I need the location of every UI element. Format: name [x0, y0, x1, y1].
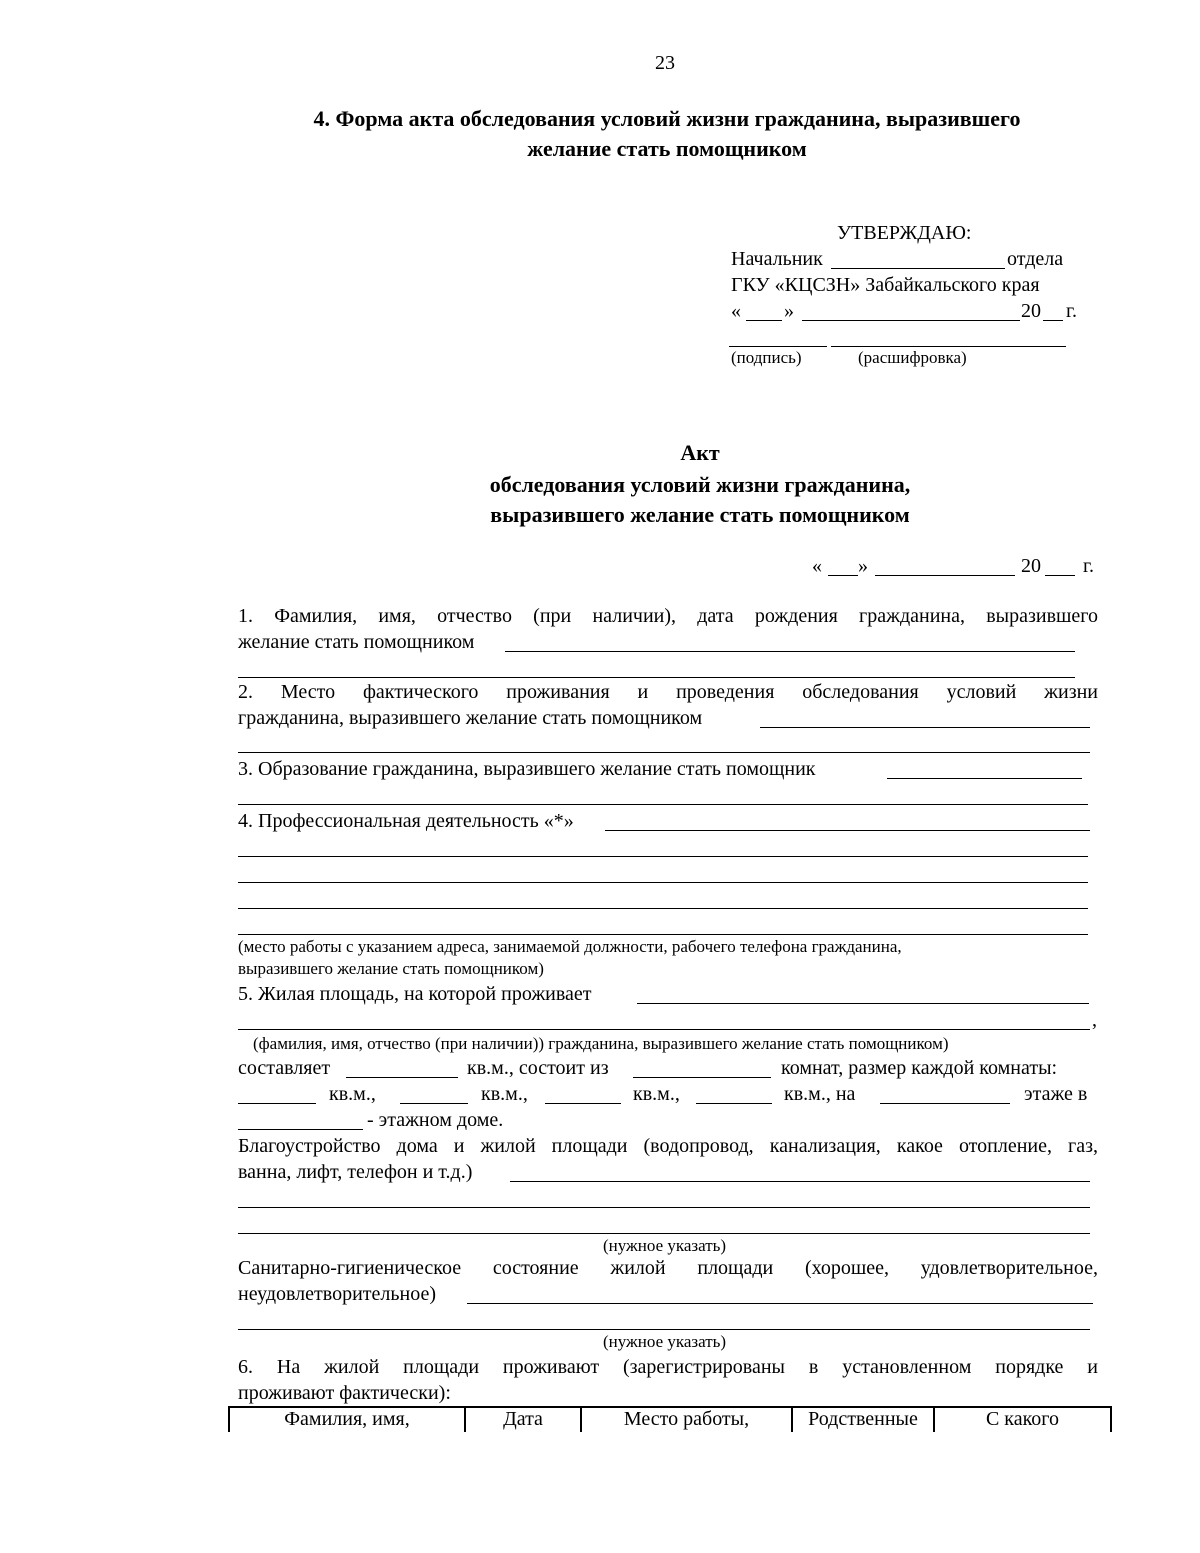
sanitary-blank	[467, 1303, 1093, 1304]
sanitary-line-1: Санитарно-гигиеническое состояние жилой площади (хорошее, удовлетворительное,	[238, 1257, 1098, 1279]
area-word-3: комнат, размер каждой комнаты:	[781, 1057, 1058, 1079]
item-4-text: 4. Профессиональная деятельность «*»	[238, 810, 574, 832]
approve-month-blank	[802, 320, 1020, 321]
item-1-blank-2	[238, 677, 1075, 678]
approve-head-label: Начальник	[731, 248, 823, 270]
rooms-count-blank	[633, 1077, 771, 1078]
item-4-note-line-1: (место работы с указанием адреса, занимаемой должности, рабочего телефона гражданина,	[238, 937, 902, 956]
table-header-row	[229, 1407, 1111, 1432]
approve-heading: УТВЕРЖДАЮ:	[837, 222, 972, 244]
item-4-blank	[605, 830, 1090, 831]
act-year-prefix: 20	[1021, 555, 1041, 577]
item-2-blank	[760, 727, 1090, 728]
act-subtitle-line-1: обследования условий жизни гражданина,	[489, 472, 911, 497]
room-2-blank	[400, 1103, 468, 1104]
item-3-blank	[887, 778, 1082, 779]
act-title: Акт	[680, 440, 720, 465]
amenities-blank-3	[238, 1233, 1090, 1234]
act-subtitle-line-2: выразившего желание стать помощником	[490, 502, 910, 527]
item-4-blank-4	[238, 908, 1088, 909]
room-4-blank	[696, 1103, 772, 1104]
room-1-unit: кв.м.,	[329, 1083, 376, 1105]
item-4-blank-2	[238, 856, 1088, 857]
approve-day-blank	[746, 320, 782, 321]
item-6-line-1: 6. На жилой площади проживают (зарегистрированы в установленном порядке и	[238, 1356, 1098, 1378]
section-title-line-1: 4. Форма акта обследования условий жизни гражданина, выразившего	[313, 106, 1021, 131]
act-month-blank	[875, 575, 1015, 576]
item-3-blank-2	[238, 804, 1088, 805]
act-year-blank	[1045, 575, 1075, 576]
sanitary-blank-2	[238, 1329, 1090, 1330]
item-5-comma: ,	[1092, 1009, 1097, 1031]
amenities-note: (нужное указать)	[603, 1236, 727, 1255]
approve-year-prefix: 20	[1021, 300, 1041, 322]
decode-blank	[831, 346, 1066, 347]
table-header-cell: Фамилия, имя,	[229, 1407, 465, 1432]
floor-blank	[880, 1103, 1010, 1104]
table-header-cell: С какого	[934, 1407, 1111, 1432]
room-3-unit: кв.м.,	[633, 1083, 680, 1105]
sanitary-note: (нужное указать)	[603, 1332, 727, 1351]
item-2-line-2: гражданина, выразившего желание стать помощником	[238, 707, 703, 729]
room-3-blank	[545, 1103, 621, 1104]
item-6-line-2: проживают фактически):	[238, 1382, 451, 1404]
item-1-line-1: 1. Фамилия, имя, отчество (при наличии), дата рождения гражданина, выразившего	[238, 605, 1098, 627]
act-date-open-quote: «	[812, 555, 822, 577]
approve-date-close-quote: »	[784, 300, 794, 322]
item-1-line-2: желание стать помощником	[238, 631, 475, 653]
sanitary-line-2: неудовлетворительное)	[238, 1283, 436, 1305]
approve-year-blank	[1043, 320, 1063, 321]
table-header-cell: Дата	[465, 1407, 581, 1432]
room-1-blank	[238, 1103, 316, 1104]
approve-org: ГКУ «КЦСЗН» Забайкальского края	[731, 274, 1040, 296]
item-5-note: (фамилия, имя, отчество (при наличии)) гражданина, выразившего желание стать помощником)	[253, 1034, 949, 1053]
item-5-text: 5. Жилая площадь, на которой проживает	[238, 983, 592, 1005]
item-3-text: 3. Образование гражданина, выразившего желание стать помощник	[238, 758, 816, 780]
item-4-note-line-2: выразившего желание стать помощником)	[238, 959, 544, 978]
item-1-blank	[505, 651, 1075, 652]
department-blank	[831, 268, 1005, 269]
room-4-unit: кв.м., на	[784, 1083, 856, 1105]
area-word-2: кв.м., состоит из	[467, 1057, 609, 1079]
signature-caption: (подпись)	[731, 348, 802, 367]
amenities-line-1: Благоустройство дома и жилой площади (водопровод, канализация, какое отопление, газ,	[238, 1135, 1098, 1157]
page-number: 23	[655, 52, 675, 74]
residents-table	[228, 1406, 1112, 1432]
item-4-blank-3	[238, 882, 1088, 883]
approve-department-label: отдела	[1007, 248, 1064, 270]
table-header-cell: Место работы,	[581, 1407, 792, 1432]
area-total-blank	[346, 1077, 458, 1078]
area-word-1: составляет	[238, 1057, 331, 1079]
act-day-blank	[828, 575, 858, 576]
signature-blank	[729, 346, 827, 347]
item-2-blank-2	[238, 752, 1090, 753]
approve-date-open-quote: «	[731, 300, 741, 322]
section-title-line-2: желание стать помощником	[527, 136, 807, 161]
approve-year-suffix: г.	[1066, 300, 1077, 322]
act-year-suffix: г.	[1083, 555, 1094, 577]
storeys-blank	[238, 1129, 363, 1130]
item-5-blank	[637, 1003, 1089, 1004]
storey-text: - этажном доме.	[367, 1109, 504, 1131]
table-header-cell: Родственные	[792, 1407, 934, 1432]
room-2-unit: кв.м.,	[481, 1083, 528, 1105]
floor-word: этаже в	[1024, 1083, 1088, 1105]
act-date-close-quote: »	[858, 555, 868, 577]
amenities-line-2: ванна, лифт, телефон и т.д.)	[238, 1161, 473, 1183]
item-5-blank-2	[238, 1029, 1090, 1030]
decode-caption: (расшифровка)	[858, 348, 967, 367]
amenities-blank	[510, 1181, 1090, 1182]
item-2-line-1: 2. Место фактического проживания и проведения обследования условий жизни	[238, 681, 1098, 703]
item-4-blank-5	[238, 934, 1088, 935]
amenities-blank-2	[238, 1207, 1090, 1208]
